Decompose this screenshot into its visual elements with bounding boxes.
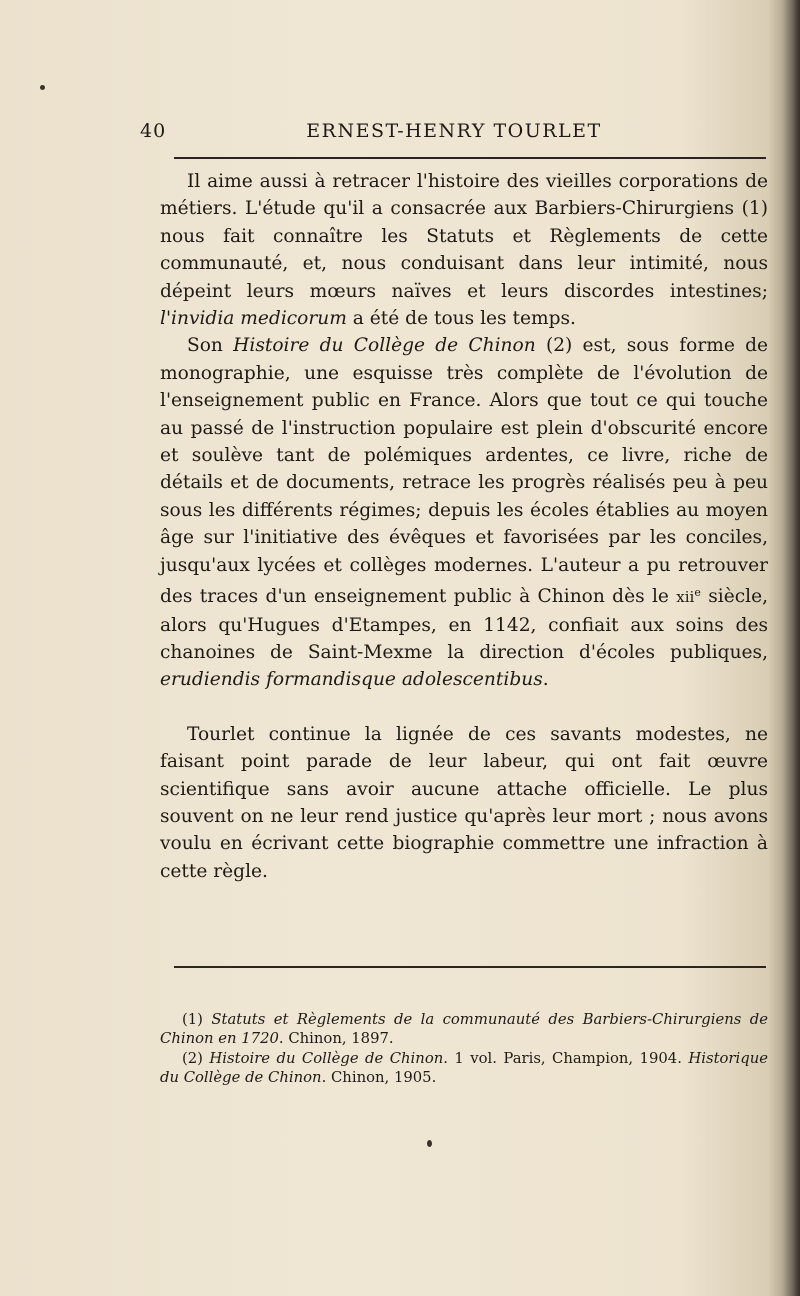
footnotes [160,1010,768,1088]
header-rule [174,157,766,159]
footnote [160,1010,768,1049]
running-head [140,120,768,150]
text-run: siècle, alors qu'Hugues d'Etampes, en 1142, confiait aux soins des chanoines de Saint-Mexme la direction d'écoles publiques, [160,586,768,663]
footnote-title: Historique du Collège de Chinon [160,1049,768,1087]
footnote [160,1049,768,1088]
running-title: ERNEST-HENRY TOURLET [306,120,602,142]
italic-phrase: l'invidia medicorum [160,308,347,330]
footnote-rule [174,966,766,968]
text-run: Il aime aussi à retracer l'histoire des vieilles corporations de métiers. L'étude qu'il a consacrée aux Barbiers-Chirurgiens (1) nous fait connaître les Statuts et Règlements de cette communauté, et, nous conduisant dans leur intimité, nous dépeint leurs mœurs naïves et leurs discordes intestines; [160,171,768,302]
footnote-number: (1) [182,1011,212,1028]
page-edge-shadow [782,0,800,1296]
footnote-number: (2) [182,1049,210,1067]
body-text [160,168,768,885]
page-number: 40 [140,120,167,142]
paragraph [160,332,768,693]
text-run: . Chinon, 1897. [278,1030,394,1048]
ink-speck [40,85,45,90]
latin-phrase: erudiendis formandisque adolescentibus [160,669,543,691]
footnote-title: Statuts et Règlements de la communauté des Barbiers-Chirurgiens de Chinon en 1720 [160,1011,769,1048]
text-run: . Chinon, 1905. [321,1069,437,1087]
text-run: . 1 vol. Paris, Champion, 1904. [443,1049,689,1067]
text-run: a été de tous les temps. [346,308,576,330]
text-run: Son [187,335,234,357]
footnote-title: Histoire du Collège de Chinon [209,1049,444,1067]
text-run: (2) est, sous forme de monographie, une esquisse très complète de l'évolution de l'enseignement public en France. Alors que tout ce qui touche au passé de l'instruction populaire est plein d'obscurité encore et soulève tant de polémiques ardentes, ce livre, riche de détails et de documents, retrace les progrès réalisés peu à peu sous les différents régimes; depuis les écoles établies au moyen âge sur l'initiative des évêques et favorisées par les conciles, jusqu'aux lycées et collèges modernes. L'auteur a pu retrouver des traces d'un enseignement public à Chinon dès le [160,335,768,608]
paragraph [160,168,768,332]
century-numeral: xii [676,588,695,607]
book-title: Histoire du Collège de Chinon [233,335,536,357]
ink-speck [427,1140,432,1147]
superscript: e [694,586,701,600]
paragraph: Tourlet continue la lignée de ces savants modestes, ne faisant point parade de leur labeur, qui ont fait œuvre scientifique sans avoir aucune attache officielle. Le plus souvent on ne leur rend justice qu'après leur mort ; nous avons voulu en écrivant cette biographie commettre une infraction à cette règle. [160,723,768,882]
text-run: . [542,669,549,691]
